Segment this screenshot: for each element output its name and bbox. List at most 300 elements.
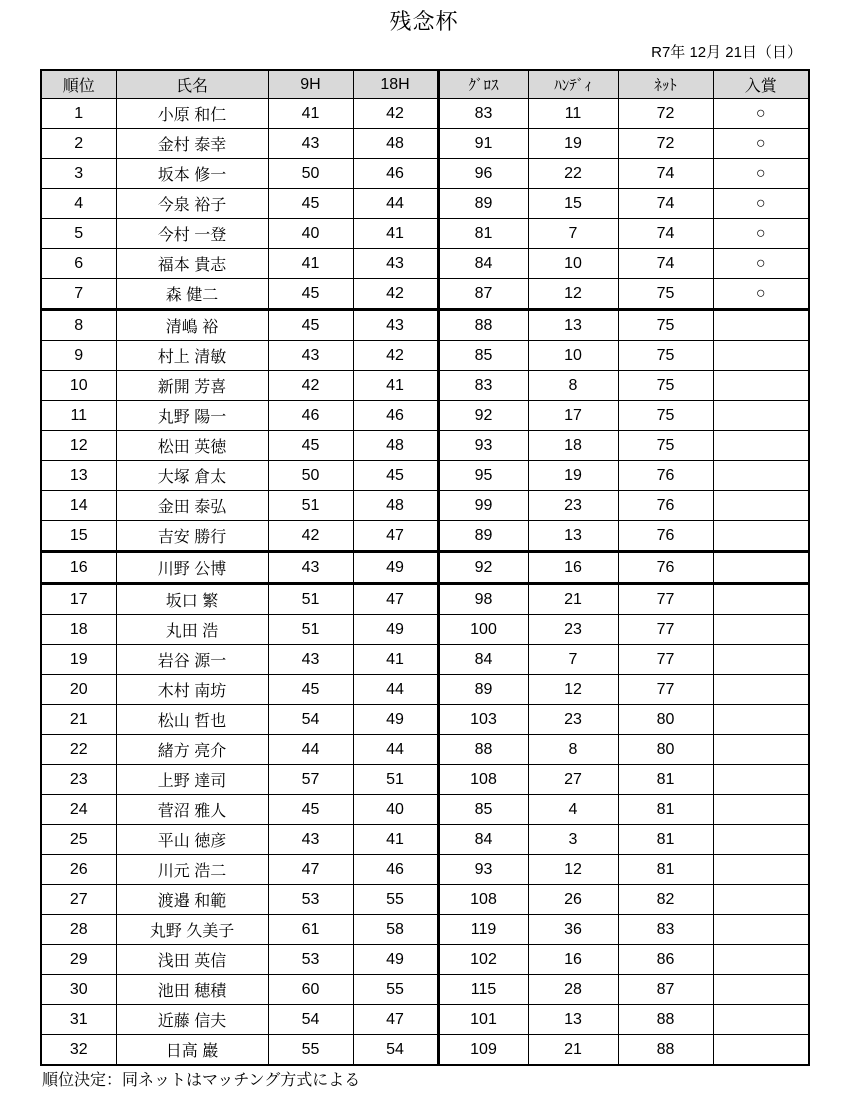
name-cell: 川野 公博: [116, 552, 268, 584]
name-cell: 近藤 信夫: [116, 1005, 268, 1035]
gross-cell: 100: [438, 615, 528, 645]
table-row: [41, 431, 809, 461]
rank-cell: 1: [41, 99, 116, 129]
table-row: [41, 1005, 809, 1035]
net-cell: 75: [618, 341, 713, 371]
18h-score-cell: 46: [353, 159, 438, 189]
9h-score-cell: 51: [268, 491, 353, 521]
rank-cell: 21: [41, 705, 116, 735]
18h-score-cell: 47: [353, 584, 438, 615]
prize-cell: [713, 645, 809, 675]
name-cell: 森 健二: [116, 279, 268, 310]
gross-cell: 85: [438, 795, 528, 825]
handicap-cell: 36: [528, 915, 618, 945]
rank-cell: 23: [41, 765, 116, 795]
prize-cell: [713, 795, 809, 825]
prize-cell: ○: [713, 99, 809, 129]
net-cell: 81: [618, 795, 713, 825]
rank-cell: 22: [41, 735, 116, 765]
rank-cell: 14: [41, 491, 116, 521]
9h-score-cell: 43: [268, 645, 353, 675]
18h-score-cell: 41: [353, 825, 438, 855]
net-cell: 86: [618, 945, 713, 975]
prize-cell: [713, 371, 809, 401]
table-row: [41, 615, 809, 645]
table-row: [41, 705, 809, 735]
rank-cell: 10: [41, 371, 116, 401]
table-row: [41, 885, 809, 915]
prize-cell: [713, 765, 809, 795]
name-cell: 岩谷 源一: [116, 645, 268, 675]
net-cell: 74: [618, 189, 713, 219]
net-cell: 81: [618, 825, 713, 855]
prize-cell: [713, 885, 809, 915]
prize-cell: [713, 491, 809, 521]
rank-cell: 16: [41, 552, 116, 584]
table-row: [41, 189, 809, 219]
gross-cell: 84: [438, 645, 528, 675]
9h-score-cell: 45: [268, 795, 353, 825]
net-cell: 76: [618, 521, 713, 552]
prize-cell: [713, 915, 809, 945]
name-cell: 坂本 修一: [116, 159, 268, 189]
net-cell: 75: [618, 431, 713, 461]
gross-cell: 89: [438, 675, 528, 705]
9h-score-cell: 42: [268, 521, 353, 552]
rank-cell: 5: [41, 219, 116, 249]
name-cell: 平山 徳彦: [116, 825, 268, 855]
net-cell: 77: [618, 675, 713, 705]
handicap-cell: 13: [528, 521, 618, 552]
prize-cell: ○: [713, 129, 809, 159]
handicap-cell: 13: [528, 310, 618, 341]
table-row: [41, 855, 809, 885]
handicap-cell: 17: [528, 401, 618, 431]
net-cell: 80: [618, 735, 713, 765]
prize-cell: [713, 975, 809, 1005]
handicap-cell: 27: [528, 765, 618, 795]
handicap-cell: 3: [528, 825, 618, 855]
table-row: [41, 310, 809, 341]
net-cell: 75: [618, 401, 713, 431]
name-cell: 金村 泰幸: [116, 129, 268, 159]
handicap-cell: 19: [528, 129, 618, 159]
handicap-cell: 19: [528, 461, 618, 491]
table-row: [41, 945, 809, 975]
net-cell: 88: [618, 1035, 713, 1066]
handicap-cell: 18: [528, 431, 618, 461]
handicap-cell: 23: [528, 705, 618, 735]
gross-cell: 103: [438, 705, 528, 735]
page-title: 残念杯: [389, 9, 459, 34]
9h-score-cell: 45: [268, 310, 353, 341]
prize-cell: [713, 552, 809, 584]
9h-score-cell: 42: [268, 371, 353, 401]
rank-cell: 4: [41, 189, 116, 219]
table-row: [41, 341, 809, 371]
9h-score-cell: 53: [268, 945, 353, 975]
18h-score-cell: 48: [353, 491, 438, 521]
name-cell: 今泉 裕子: [116, 189, 268, 219]
18h-score-cell: 44: [353, 735, 438, 765]
col-header-9h: 9H: [268, 70, 353, 99]
rank-cell: 11: [41, 401, 116, 431]
18h-score-cell: 55: [353, 975, 438, 1005]
rank-cell: 7: [41, 279, 116, 310]
gross-cell: 85: [438, 341, 528, 371]
9h-score-cell: 41: [268, 99, 353, 129]
prize-cell: [713, 615, 809, 645]
prize-cell: ○: [713, 189, 809, 219]
net-cell: 81: [618, 855, 713, 885]
table-row: [41, 219, 809, 249]
col-header-handicap: ﾊﾝﾃﾞｨ: [528, 70, 618, 99]
handicap-cell: 8: [528, 371, 618, 401]
name-cell: 今村 一登: [116, 219, 268, 249]
9h-score-cell: 41: [268, 249, 353, 279]
gross-cell: 101: [438, 1005, 528, 1035]
name-cell: 福本 貴志: [116, 249, 268, 279]
9h-score-cell: 43: [268, 825, 353, 855]
net-cell: 72: [618, 99, 713, 129]
gross-cell: 108: [438, 885, 528, 915]
col-header-18h: 18H: [353, 70, 438, 99]
name-cell: 清嶋 裕: [116, 310, 268, 341]
9h-score-cell: 54: [268, 1005, 353, 1035]
table-row: [41, 129, 809, 159]
name-cell: 浅田 英信: [116, 945, 268, 975]
9h-score-cell: 43: [268, 341, 353, 371]
name-cell: 金田 泰弘: [116, 491, 268, 521]
rank-cell: 13: [41, 461, 116, 491]
prize-cell: [713, 341, 809, 371]
table-row: [41, 99, 809, 129]
table-row: [41, 735, 809, 765]
name-cell: 池田 穂積: [116, 975, 268, 1005]
prize-cell: ○: [713, 279, 809, 310]
9h-score-cell: 51: [268, 615, 353, 645]
gross-cell: 91: [438, 129, 528, 159]
handicap-cell: 12: [528, 279, 618, 310]
name-cell: 吉安 勝行: [116, 521, 268, 552]
gross-cell: 84: [438, 249, 528, 279]
18h-score-cell: 41: [353, 219, 438, 249]
prize-cell: ○: [713, 159, 809, 189]
handicap-cell: 23: [528, 491, 618, 521]
handicap-cell: 13: [528, 1005, 618, 1035]
handicap-cell: 10: [528, 249, 618, 279]
handicap-cell: 28: [528, 975, 618, 1005]
name-cell: 松山 哲也: [116, 705, 268, 735]
net-cell: 81: [618, 765, 713, 795]
prize-cell: [713, 855, 809, 885]
gross-cell: 108: [438, 765, 528, 795]
name-cell: 菅沼 雅人: [116, 795, 268, 825]
net-cell: 75: [618, 371, 713, 401]
18h-score-cell: 58: [353, 915, 438, 945]
table-row: [41, 795, 809, 825]
net-cell: 83: [618, 915, 713, 945]
18h-score-cell: 41: [353, 371, 438, 401]
net-cell: 77: [618, 584, 713, 615]
18h-score-cell: 44: [353, 189, 438, 219]
rank-cell: 18: [41, 615, 116, 645]
gross-cell: 87: [438, 279, 528, 310]
prize-cell: [713, 705, 809, 735]
rank-cell: 20: [41, 675, 116, 705]
18h-score-cell: 41: [353, 645, 438, 675]
9h-score-cell: 61: [268, 915, 353, 945]
9h-score-cell: 40: [268, 219, 353, 249]
name-cell: 緒方 亮介: [116, 735, 268, 765]
gross-cell: 102: [438, 945, 528, 975]
18h-score-cell: 40: [353, 795, 438, 825]
net-cell: 74: [618, 159, 713, 189]
prize-cell: [713, 521, 809, 552]
handicap-cell: 12: [528, 675, 618, 705]
9h-score-cell: 45: [268, 675, 353, 705]
results-table: [40, 69, 810, 1066]
9h-score-cell: 54: [268, 705, 353, 735]
table-row: [41, 552, 809, 584]
gross-cell: 88: [438, 310, 528, 341]
col-header-name: 氏名: [116, 70, 268, 99]
handicap-cell: 21: [528, 1035, 618, 1066]
18h-score-cell: 51: [353, 765, 438, 795]
name-cell: 丸野 久美子: [116, 915, 268, 945]
col-header-prize: 入賞: [713, 70, 809, 99]
name-cell: 丸野 陽一: [116, 401, 268, 431]
9h-score-cell: 57: [268, 765, 353, 795]
prize-cell: [713, 310, 809, 341]
rank-cell: 27: [41, 885, 116, 915]
rank-cell: 19: [41, 645, 116, 675]
net-cell: 77: [618, 615, 713, 645]
footer-note: 順位決定：同ネットはマッチング方式による: [42, 1072, 361, 1089]
rank-cell: 30: [41, 975, 116, 1005]
name-cell: 村上 清敏: [116, 341, 268, 371]
table-row: [41, 159, 809, 189]
rank-cell: 3: [41, 159, 116, 189]
net-cell: 75: [618, 310, 713, 341]
9h-score-cell: 46: [268, 401, 353, 431]
18h-score-cell: 48: [353, 129, 438, 159]
table-header: [41, 70, 809, 99]
handicap-cell: 11: [528, 99, 618, 129]
net-cell: 82: [618, 885, 713, 915]
18h-score-cell: 49: [353, 615, 438, 645]
handicap-cell: 4: [528, 795, 618, 825]
table-row: [41, 279, 809, 310]
prize-cell: ○: [713, 219, 809, 249]
net-cell: 72: [618, 129, 713, 159]
name-cell: 渡邉 和範: [116, 885, 268, 915]
table-row: [41, 461, 809, 491]
9h-score-cell: 43: [268, 552, 353, 584]
table-row: [41, 975, 809, 1005]
9h-score-cell: 50: [268, 159, 353, 189]
handicap-cell: 7: [528, 219, 618, 249]
table-row: [41, 645, 809, 675]
name-cell: 川元 浩二: [116, 855, 268, 885]
gross-cell: 88: [438, 735, 528, 765]
gross-cell: 95: [438, 461, 528, 491]
gross-cell: 92: [438, 552, 528, 584]
rank-cell: 9: [41, 341, 116, 371]
net-cell: 74: [618, 249, 713, 279]
name-cell: 坂口 繁: [116, 584, 268, 615]
name-cell: 大塚 倉太: [116, 461, 268, 491]
name-cell: 松田 英徳: [116, 431, 268, 461]
prize-cell: [713, 401, 809, 431]
net-cell: 76: [618, 491, 713, 521]
prize-cell: [713, 461, 809, 491]
18h-score-cell: 43: [353, 310, 438, 341]
18h-score-cell: 54: [353, 1035, 438, 1066]
table-row: [41, 491, 809, 521]
table-row: [41, 675, 809, 705]
gross-cell: 83: [438, 99, 528, 129]
9h-score-cell: 43: [268, 129, 353, 159]
18h-score-cell: 43: [353, 249, 438, 279]
net-cell: 76: [618, 461, 713, 491]
table-row: [41, 401, 809, 431]
name-cell: 丸田 浩: [116, 615, 268, 645]
9h-score-cell: 53: [268, 885, 353, 915]
handicap-cell: 26: [528, 885, 618, 915]
18h-score-cell: 46: [353, 855, 438, 885]
handicap-cell: 16: [528, 945, 618, 975]
prize-cell: [713, 675, 809, 705]
table-row: [41, 915, 809, 945]
9h-score-cell: 60: [268, 975, 353, 1005]
rank-cell: 2: [41, 129, 116, 159]
net-cell: 87: [618, 975, 713, 1005]
9h-score-cell: 45: [268, 431, 353, 461]
gross-cell: 93: [438, 855, 528, 885]
net-cell: 76: [618, 552, 713, 584]
handicap-cell: 15: [528, 189, 618, 219]
name-cell: 新開 芳喜: [116, 371, 268, 401]
18h-score-cell: 49: [353, 945, 438, 975]
9h-score-cell: 55: [268, 1035, 353, 1066]
gross-cell: 93: [438, 431, 528, 461]
gross-cell: 115: [438, 975, 528, 1005]
18h-score-cell: 45: [353, 461, 438, 491]
gross-cell: 119: [438, 915, 528, 945]
rank-cell: 25: [41, 825, 116, 855]
handicap-cell: 22: [528, 159, 618, 189]
handicap-cell: 23: [528, 615, 618, 645]
col-header-gross: ｸﾞﾛｽ: [438, 70, 528, 99]
prize-cell: [713, 1005, 809, 1035]
18h-score-cell: 44: [353, 675, 438, 705]
name-cell: 小原 和仁: [116, 99, 268, 129]
rank-cell: 28: [41, 915, 116, 945]
name-cell: 木村 南坊: [116, 675, 268, 705]
col-header-rank: 順位: [41, 70, 116, 99]
9h-score-cell: 47: [268, 855, 353, 885]
gross-cell: 89: [438, 521, 528, 552]
prize-cell: ○: [713, 249, 809, 279]
18h-score-cell: 47: [353, 521, 438, 552]
gross-cell: 92: [438, 401, 528, 431]
gross-cell: 109: [438, 1035, 528, 1066]
gross-cell: 98: [438, 584, 528, 615]
net-cell: 75: [618, 279, 713, 310]
gross-cell: 81: [438, 219, 528, 249]
9h-score-cell: 44: [268, 735, 353, 765]
prize-cell: [713, 584, 809, 615]
rank-cell: 31: [41, 1005, 116, 1035]
table-row: [41, 584, 809, 615]
gross-cell: 96: [438, 159, 528, 189]
gross-cell: 89: [438, 189, 528, 219]
prize-cell: [713, 825, 809, 855]
9h-score-cell: 50: [268, 461, 353, 491]
name-cell: 上野 達司: [116, 765, 268, 795]
9h-score-cell: 45: [268, 189, 353, 219]
table-row: [41, 825, 809, 855]
table-row: [41, 371, 809, 401]
prize-cell: [713, 735, 809, 765]
rank-cell: 12: [41, 431, 116, 461]
rank-cell: 17: [41, 584, 116, 615]
9h-score-cell: 45: [268, 279, 353, 310]
9h-score-cell: 51: [268, 584, 353, 615]
name-cell: 日高 巖: [116, 1035, 268, 1066]
header-row: [41, 70, 809, 99]
gross-cell: 84: [438, 825, 528, 855]
rank-cell: 8: [41, 310, 116, 341]
rank-cell: 24: [41, 795, 116, 825]
net-cell: 77: [618, 645, 713, 675]
handicap-cell: 21: [528, 584, 618, 615]
18h-score-cell: 42: [353, 341, 438, 371]
handicap-cell: 12: [528, 855, 618, 885]
prize-cell: [713, 945, 809, 975]
prize-cell: [713, 1035, 809, 1066]
rank-cell: 29: [41, 945, 116, 975]
gross-cell: 83: [438, 371, 528, 401]
handicap-cell: 7: [528, 645, 618, 675]
gross-cell: 99: [438, 491, 528, 521]
rank-cell: 26: [41, 855, 116, 885]
net-cell: 88: [618, 1005, 713, 1035]
table-row: [41, 765, 809, 795]
18h-score-cell: 46: [353, 401, 438, 431]
event-date: R7年 12月 21日（日）: [651, 44, 802, 61]
rank-cell: 6: [41, 249, 116, 279]
col-header-net: ﾈｯﾄ: [618, 70, 713, 99]
handicap-cell: 8: [528, 735, 618, 765]
net-cell: 80: [618, 705, 713, 735]
18h-score-cell: 42: [353, 99, 438, 129]
handicap-cell: 10: [528, 341, 618, 371]
prize-cell: [713, 431, 809, 461]
18h-score-cell: 55: [353, 885, 438, 915]
rank-cell: 15: [41, 521, 116, 552]
18h-score-cell: 48: [353, 431, 438, 461]
18h-score-cell: 49: [353, 552, 438, 584]
net-cell: 74: [618, 219, 713, 249]
table-body: [41, 99, 809, 1066]
handicap-cell: 16: [528, 552, 618, 584]
table-row: [41, 249, 809, 279]
18h-score-cell: 42: [353, 279, 438, 310]
18h-score-cell: 47: [353, 1005, 438, 1035]
table-row: [41, 1035, 809, 1066]
